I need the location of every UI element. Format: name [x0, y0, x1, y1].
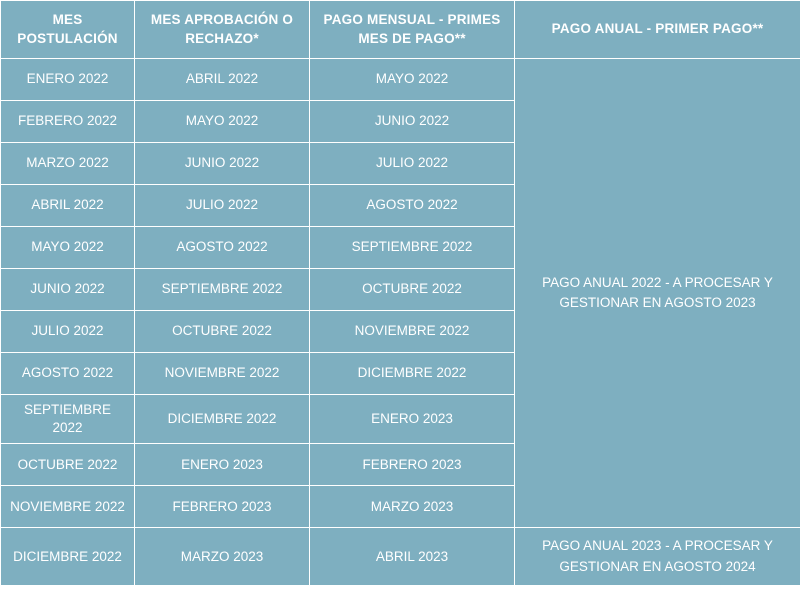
- cell-mes-aprobacion: JUNIO 2022: [135, 143, 310, 185]
- cell-mes-postulacion: DICIEMBRE 2022: [1, 528, 135, 586]
- column-header-pago-mensual: PAGO MENSUAL - PRIMES MES DE PAGO**: [310, 1, 515, 59]
- column-header-mes-postulacion: MES POSTULACIÓN: [1, 1, 135, 59]
- cell-pago-mensual: AGOSTO 2022: [310, 185, 515, 227]
- cell-mes-aprobacion: ABRIL 2022: [135, 59, 310, 101]
- cell-pago-mensual: OCTUBRE 2022: [310, 269, 515, 311]
- cell-pago-mensual: ENERO 2023: [310, 395, 515, 444]
- table-header: [1, 1, 800, 59]
- cell-pago-mensual: NOVIEMBRE 2022: [310, 311, 515, 353]
- cell-pago-mensual: ABRIL 2023: [310, 528, 515, 586]
- cell-mes-postulacion: ABRIL 2022: [1, 185, 135, 227]
- cell-mes-postulacion: ENERO 2022: [1, 59, 135, 101]
- cell-mes-aprobacion: MARZO 2023: [135, 528, 310, 586]
- cell-pago-mensual: JULIO 2022: [310, 143, 515, 185]
- table-row: [1, 59, 800, 101]
- cell-pago-mensual: MARZO 2023: [310, 486, 515, 528]
- column-header-pago-anual: PAGO ANUAL - PRIMER PAGO**: [515, 1, 800, 59]
- cell-mes-aprobacion: SEPTIEMBRE 2022: [135, 269, 310, 311]
- cell-mes-postulacion: AGOSTO 2022: [1, 353, 135, 395]
- cell-pago-anual-2023: PAGO ANUAL 2023 - A PROCESAR Y GESTIONAR EN AGOSTO 2024: [515, 528, 800, 586]
- cell-pago-mensual: SEPTIEMBRE 2022: [310, 227, 515, 269]
- cell-mes-aprobacion: JULIO 2022: [135, 185, 310, 227]
- cell-mes-postulacion: NOVIEMBRE 2022: [1, 486, 135, 528]
- cell-mes-aprobacion: FEBRERO 2023: [135, 486, 310, 528]
- cell-mes-postulacion: FEBRERO 2022: [1, 101, 135, 143]
- cell-pago-mensual: MAYO 2022: [310, 59, 515, 101]
- table-row: [1, 528, 800, 586]
- cell-mes-aprobacion: AGOSTO 2022: [135, 227, 310, 269]
- cell-mes-postulacion: OCTUBRE 2022: [1, 444, 135, 486]
- cell-mes-postulacion: MARZO 2022: [1, 143, 135, 185]
- column-header-mes-aprobacion-rechazo: MES APROBACIÓN O RECHAZO*: [135, 1, 310, 59]
- table-body: [1, 59, 800, 586]
- cell-mes-postulacion: JULIO 2022: [1, 311, 135, 353]
- cell-mes-aprobacion: MAYO 2022: [135, 101, 310, 143]
- cell-pago-mensual: JUNIO 2022: [310, 101, 515, 143]
- cell-mes-postulacion: MAYO 2022: [1, 227, 135, 269]
- table-header-row: [1, 1, 800, 59]
- cell-mes-postulacion: JUNIO 2022: [1, 269, 135, 311]
- cell-mes-aprobacion: NOVIEMBRE 2022: [135, 353, 310, 395]
- cell-mes-aprobacion: DICIEMBRE 2022: [135, 395, 310, 444]
- cell-pago-anual-2022: PAGO ANUAL 2022 - A PROCESAR Y GESTIONAR EN AGOSTO 2023: [515, 59, 800, 528]
- cell-mes-aprobacion: ENERO 2023: [135, 444, 310, 486]
- cell-pago-mensual: FEBRERO 2023: [310, 444, 515, 486]
- cell-mes-postulacion: SEPTIEMBRE 2022: [1, 395, 135, 444]
- cell-pago-mensual: DICIEMBRE 2022: [310, 353, 515, 395]
- cell-mes-aprobacion: OCTUBRE 2022: [135, 311, 310, 353]
